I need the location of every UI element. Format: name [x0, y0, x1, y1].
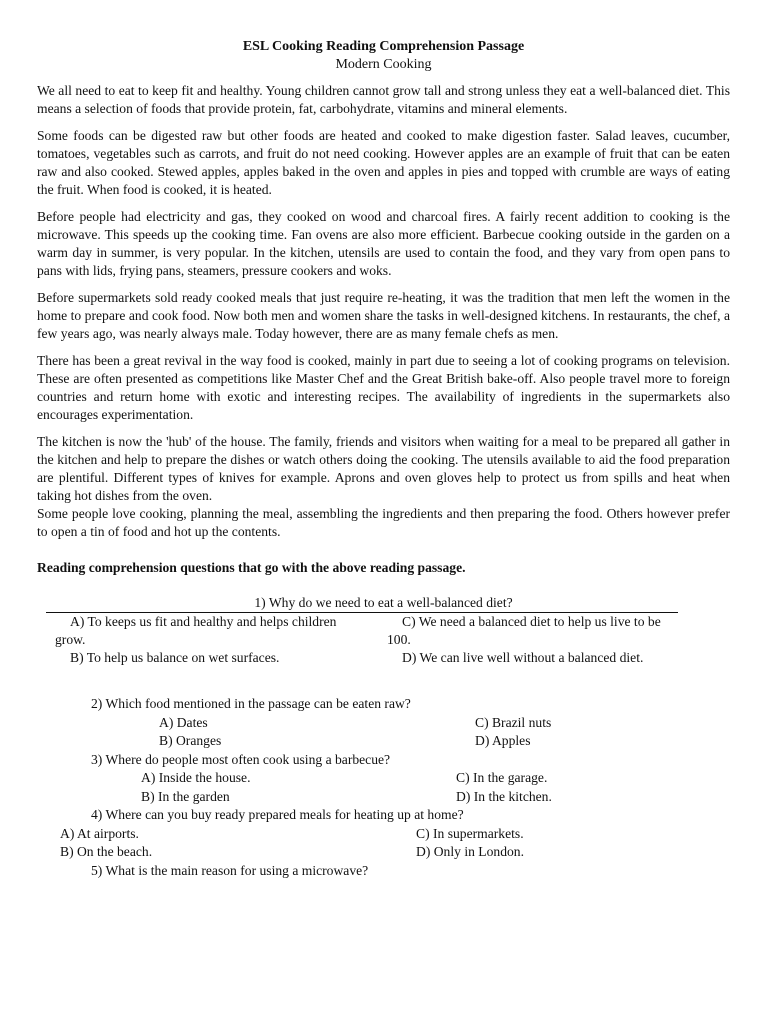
question-1-option-b: B) To help us balance on wet surfaces. [70, 650, 280, 665]
question-3-text: 3) Where do people most often cook using a barbecue? [91, 751, 391, 767]
question-1-option-d: D) We can live well without a balanced diet. [402, 650, 644, 665]
question-3-option-b: B) In the garden [141, 788, 230, 804]
passage-paragraph-3: Before people had electricity and gas, they cooked on wood and charcoal fires. A fairly recent addition to cooking is the microwave. This speeds up the cooking time. Fan ovens are also more efficient. Barbecue cooking outside in the garden on a warm day in summer, is very popular. In the kitchen, utensils are used to contain the food, and they vary from open pans to pans with lids, frying pans, steamers, pressure cookers and woks. [37, 209, 730, 278]
document-title: ESL Cooking Reading Comprehension Passage [242, 39, 525, 54]
passage-paragraph-4: Before supermarkets sold ready cooked meals that just require re-heating, it was the tradition that men left the women in the home to prepare and cook food. Now both men and women share the tasks in well-designed kitchens. In restaurants, the chef, a few years ago, was nearly always male. Today however, there are as many female chefs as men. [37, 290, 730, 341]
question-4 [37, 806, 730, 862]
question-1-option-c: C) We need a balanced diet to help us live to be 100. [387, 614, 661, 647]
passage-paragraph-7: Some people love cooking, planning the meal, assembling the ingredients and then preparing the food. Others however prefer to open a tin of food and hot up the contents. [37, 506, 730, 539]
question-2-option-c: C) Brazil nuts [475, 714, 552, 730]
question-2-option-d: D) Apples [475, 733, 531, 748]
question-5 [37, 862, 730, 881]
passage-paragraph-6: The kitchen is now the 'hub' of the house. The family, friends and visitors when waiting for a meal to be prepared all gather in the kitchen and help to prepare the dishes or watch others doing the cooking. The utensils available to aid the food preparation are plentiful. Different types of knives for example. Aprons and oven gloves help to protect us from spills and heat when taking hot dishes from the oven. [37, 434, 730, 503]
question-2-option-a: A) Dates [159, 714, 208, 730]
question-1-options [55, 613, 730, 667]
question-4-option-d: D) Only in London. [416, 844, 524, 859]
question-5-text: 5) What is the main reason for using a microwave? [91, 862, 369, 878]
question-4-option-c: C) In supermarkets. [416, 825, 524, 841]
question-1-option-a: A) To keeps us fit and healthy and helps children grow. [55, 614, 337, 647]
question-4-text: 4) Where can you buy ready prepared meals for heating up at home? [91, 807, 464, 822]
question-1 [37, 594, 730, 667]
passage-paragraph-2: Some foods can be digested raw but other foods are heated and cooked to make digestion faster. Salad leaves, cucumber, tomatoes, vegetables such as carrots, and fruit do not need cooking. However apples are an example of fruit that can be eaten raw and also cooked. Stewed apples, apples baked in the oven and apples in pies and topped with crumble are ways of eating the fruit. When food is cooked, it is heated. [37, 128, 730, 197]
questions-heading: Reading comprehension questions that go with the above reading passage. [37, 560, 466, 575]
document-page [37, 38, 730, 880]
passage-paragraph-5: There has been a great revival in the way food is cooked, mainly in part due to seeing a lot of cooking programs on television. These are often presented as competitions like Master Chef and the Great British bake-off. Also people travel more to foreign countries and return home with exotic and interesting recipes. The availability of ingredients in the supermarkets also encourages experimentation. [37, 353, 730, 422]
passage-paragraph-1: We all need to eat to keep fit and healthy. Young children cannot grow tall and strong unless they eat a well-balanced diet. This means a selection of foods that provide protein, fat, carbohydrate, vitamins and mineral elements. [37, 83, 730, 116]
question-2-option-b: B) Oranges [159, 733, 222, 748]
document-subtitle: Modern Cooking [335, 57, 432, 72]
question-2-text: 2) Which food mentioned in the passage can be eaten raw? [91, 696, 411, 711]
question-4-option-a: A) At airports. [60, 825, 139, 841]
question-2 [37, 695, 730, 751]
question-3-option-a: A) Inside the house. [141, 770, 251, 785]
question-3-option-c: C) In the garage. [456, 770, 548, 785]
question-3-option-d: D) In the kitchen. [456, 788, 552, 804]
question-1-text: 1) Why do we need to eat a well-balanced diet? [254, 595, 513, 610]
question-3 [37, 751, 730, 807]
question-4-option-b: B) On the beach. [60, 844, 153, 859]
